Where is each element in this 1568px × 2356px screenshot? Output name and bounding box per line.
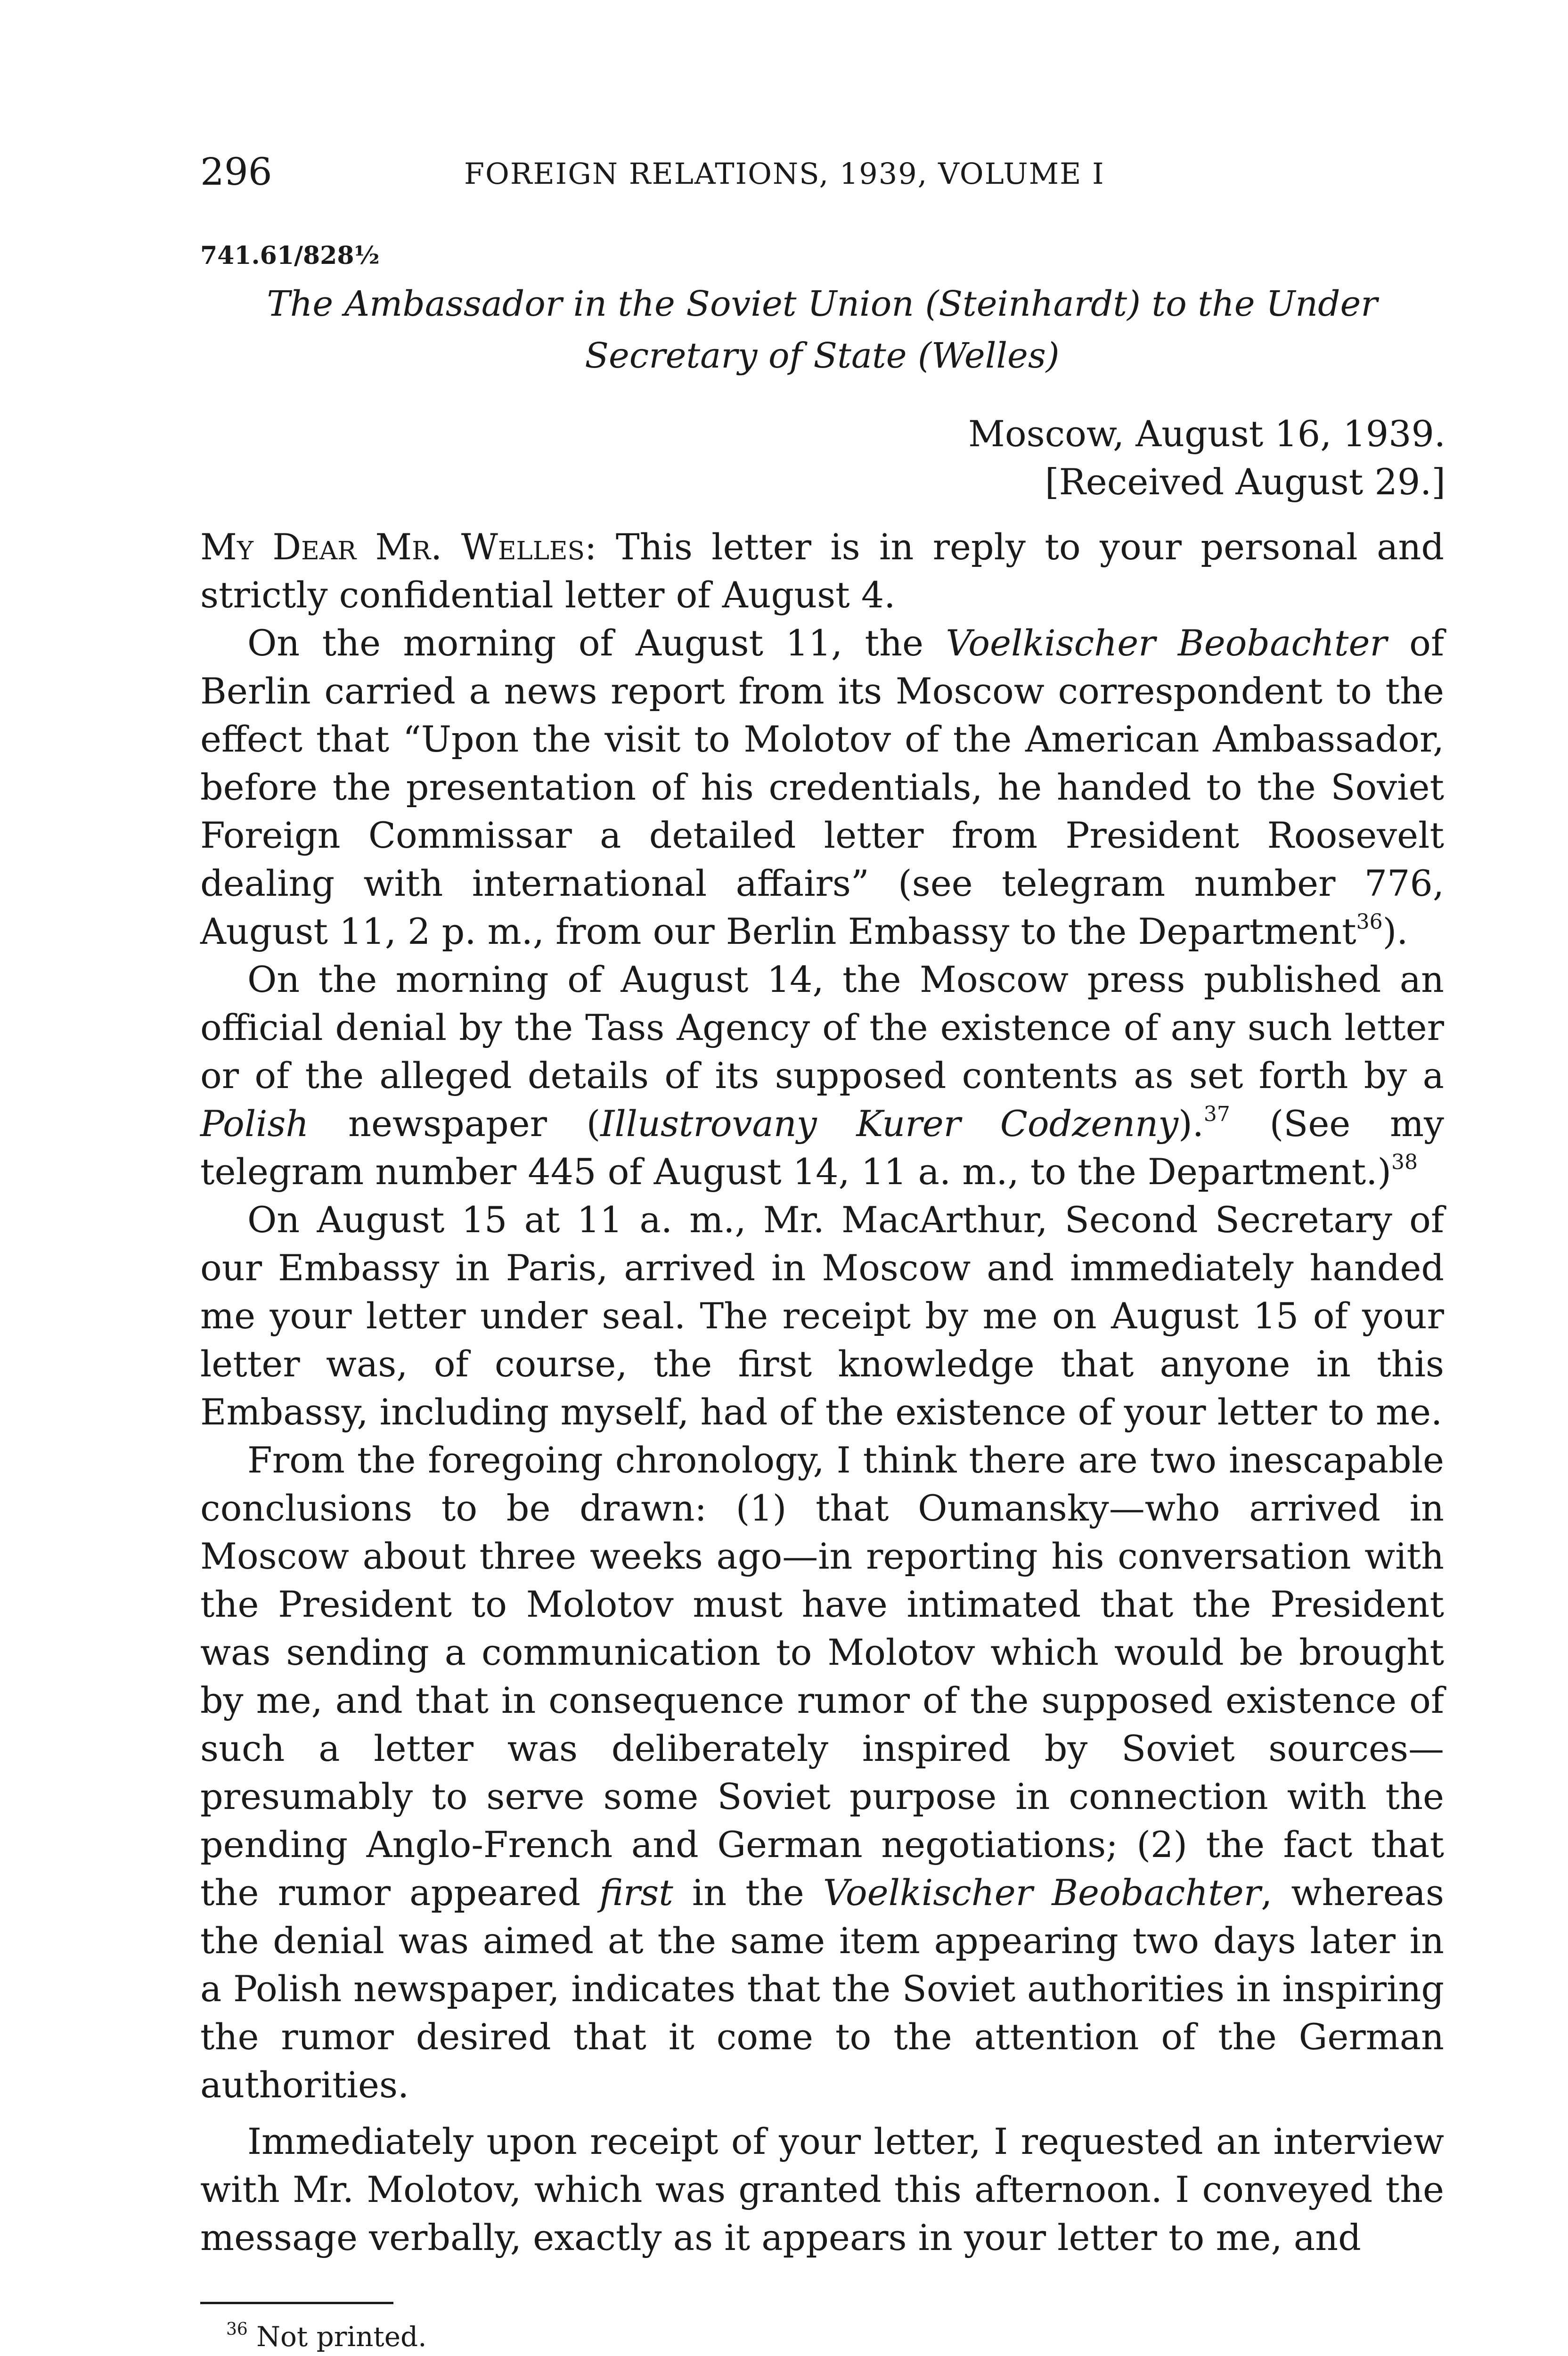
emphasis-polish: Polish bbox=[200, 1103, 309, 1145]
document-title bbox=[200, 278, 1444, 382]
document-title-line-1: The Ambassador in the Soviet Union (Steinhardt) to the Under bbox=[267, 284, 1378, 324]
paragraph-3-text-a: On the morning of August 14, the Moscow press published an official denial by the Tass Agency of the existence of any such letter or of the alleged details of its supposed contents as set forth by a bbox=[200, 958, 1444, 1096]
paragraph-5-text-c: , whereas the denial was aimed at the same item appearing two days later in a Polish newspaper, indicates that the Soviet authorities in inspiring the rumor desired that it come to the attention of the German authorities. bbox=[200, 1872, 1444, 2106]
paragraph-1 bbox=[200, 523, 1444, 619]
paragraph-2 bbox=[200, 619, 1444, 956]
paragraph-5-text-a: From the foregoing chronology, I think there are two inescapable conclusions to be drawn: (1) that Oumansky—who arrived in Moscow about three weeks ago—in reporting his conversation with the President to Molotov must have intimated that the President was sending a communication to Molotov which would be brought by me, and that in consequence rumor of the supposed existence of such a letter was deliberately inspired by Soviet sources—presumably to serve some Soviet purpose in connection with the pending Anglo-French and German negotiations; (2) the fact that the rumor appeared bbox=[200, 1439, 1444, 1914]
salutation: My Dear Mr. Welles bbox=[200, 526, 585, 568]
paragraph-6: Immediately upon receipt of your letter, I requested an interview with Mr. Molotov, which was granted this afternoon. I conveyed the message verbally, exactly as it appears in your letter to me, and bbox=[200, 2120, 1444, 2258]
footnote-36 bbox=[226, 2318, 1442, 2355]
footnote-text: Not printed. bbox=[256, 2321, 427, 2353]
footnote-rule bbox=[200, 2302, 393, 2304]
paragraph-5 bbox=[200, 1436, 1444, 2109]
paragraph-2-text-c: ). bbox=[1382, 910, 1408, 952]
paragraph-1-text: : This letter is in reply to your personal and strictly confidential letter of August 4. bbox=[200, 526, 1444, 616]
footnote-ref-36: 36 bbox=[1356, 910, 1383, 934]
newspaper-title: Voelkischer Beobachter bbox=[823, 1872, 1261, 1914]
newspaper-title: Voelkischer Beobachter bbox=[946, 622, 1387, 664]
emphasis-first: first bbox=[599, 1872, 673, 1914]
paragraph-3 bbox=[200, 956, 1444, 1196]
footnote-ref-37: 37 bbox=[1203, 1102, 1230, 1126]
footnote-ref-38: 38 bbox=[1391, 1150, 1418, 1174]
footnote-mark: 36 bbox=[226, 2320, 248, 2339]
paragraph-2-text-a: On the morning of August 11, the bbox=[247, 622, 946, 664]
newspaper-title: Illustrovany Kurer Codzenny bbox=[600, 1103, 1179, 1145]
paragraph-3-text-c: ). bbox=[1178, 1103, 1204, 1145]
paragraph-5-text-b: in the bbox=[673, 1872, 823, 1914]
file-number: 741.61/828½ bbox=[200, 241, 380, 270]
place-date: Moscow, August 16, 1939. bbox=[968, 413, 1446, 455]
received-date: [Received August 29.] bbox=[1045, 461, 1446, 503]
paragraph-3-text-b: newspaper ( bbox=[309, 1103, 601, 1145]
running-header bbox=[200, 148, 1444, 200]
paragraph-3-text-d: (See my telegram number 445 of August 14, 11 a. m., to the Department.) bbox=[200, 1103, 1444, 1193]
footnotes bbox=[226, 2318, 1442, 2356]
document-title-line-2: Secretary of State (Welles) bbox=[585, 335, 1060, 376]
dateline bbox=[968, 410, 1446, 506]
running-title: FOREIGN RELATIONS, 1939, VOLUME I bbox=[464, 156, 1105, 191]
paragraph-4: On August 15 at 11 a. m., Mr. MacArthur, Second Secretary of our Embassy in Paris, arrived in Moscow and immediately handed me your letter under seal. The receipt by me on August 15 of your letter was, of course, the first knowledge that anyone in this Embassy, including myself, had of the existence of your letter to me. bbox=[200, 1199, 1444, 1433]
page-number: 296 bbox=[200, 150, 272, 194]
paragraph-2-text-b: of Berlin carried a news report from its Moscow correspondent to the effect that “Upon the visit to Molotov of the American Ambassador, before the presentation of his credentials, he handed to the Soviet Foreign Commissar a detailed letter from President Roosevelt dealing with international affairs” (see telegram number 776, August 11, 2 p. m., from our Berlin Embassy to the Department bbox=[200, 622, 1445, 952]
letter-body bbox=[200, 523, 1444, 2262]
